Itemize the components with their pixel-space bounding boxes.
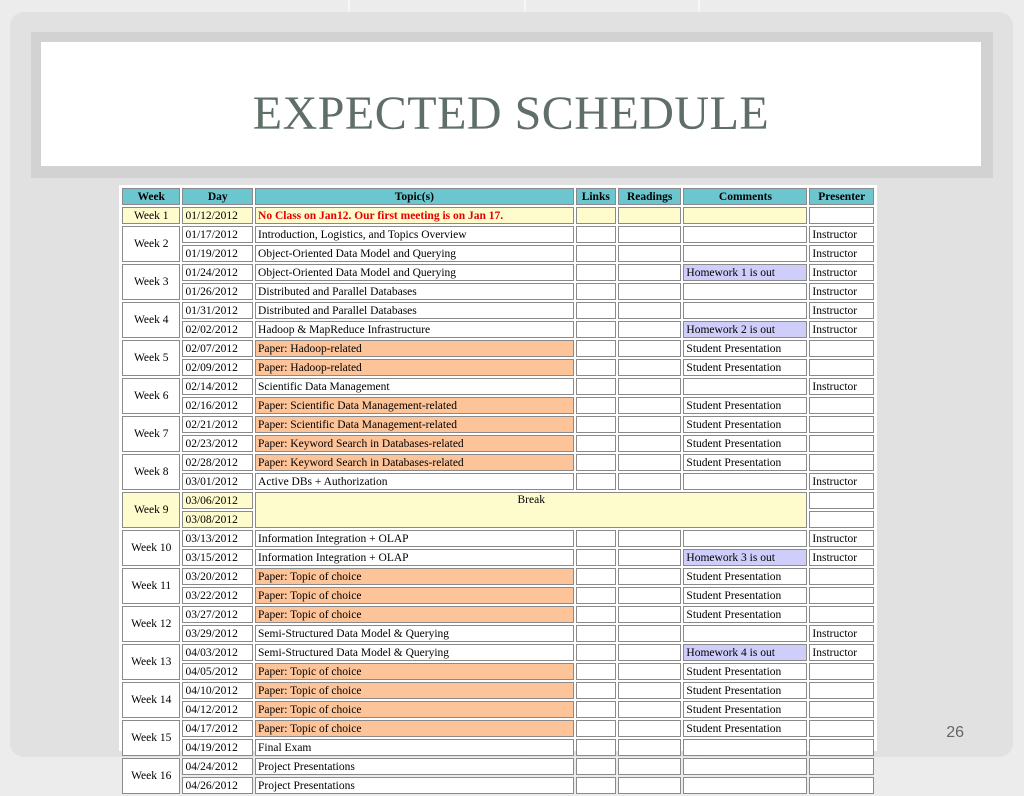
readings-cell	[618, 530, 682, 547]
readings-cell	[618, 606, 682, 623]
topic-cell: Paper: Keyword Search in Databases-related	[255, 435, 574, 452]
readings-cell	[618, 454, 682, 471]
day-cell: 01/12/2012	[182, 207, 253, 224]
presenter-cell	[809, 340, 874, 357]
week-cell: Week 4	[122, 302, 180, 338]
links-cell	[576, 473, 616, 490]
day-cell: 03/08/2012	[182, 511, 253, 528]
day-cell: 04/19/2012	[182, 739, 253, 756]
comments-cell	[683, 739, 807, 756]
topic-cell: No Class on Jan12. Our first meeting is on Jan 17.	[255, 207, 574, 224]
presenter-cell: Instructor	[809, 549, 874, 566]
comments-cell	[683, 530, 807, 547]
comments-cell: Homework 4 is out	[683, 644, 807, 661]
presenter-cell	[809, 758, 874, 775]
table-row	[122, 378, 874, 395]
day-cell: 04/10/2012	[182, 682, 253, 699]
week-cell: Week 10	[122, 530, 180, 566]
presenter-cell: Instructor	[809, 473, 874, 490]
topic-cell: Paper: Topic of choice	[255, 663, 574, 680]
header-topics: Topic(s)	[255, 188, 574, 205]
topic-cell: Active DBs + Authorization	[255, 473, 574, 490]
table-row	[122, 340, 874, 357]
topic-cell: Paper: Topic of choice	[255, 720, 574, 737]
readings-cell	[618, 283, 682, 300]
day-cell: 01/24/2012	[182, 264, 253, 281]
presenter-cell	[809, 682, 874, 699]
schedule-body	[122, 207, 874, 794]
presenter-cell: Instructor	[809, 226, 874, 243]
topic-cell: Semi-Structured Data Model & Querying	[255, 625, 574, 642]
links-cell	[576, 568, 616, 585]
links-cell	[576, 321, 616, 338]
week-cell: Week 5	[122, 340, 180, 376]
readings-cell	[618, 302, 682, 319]
topic-cell: Paper: Scientific Data Management-related	[255, 397, 574, 414]
presenter-cell: Instructor	[809, 378, 874, 395]
presenter-cell	[809, 416, 874, 433]
table-row	[122, 473, 874, 490]
comments-cell: Homework 2 is out	[683, 321, 807, 338]
links-cell	[576, 701, 616, 718]
week-cell: Week 3	[122, 264, 180, 300]
readings-cell	[618, 359, 682, 376]
links-cell	[576, 530, 616, 547]
table-row	[122, 302, 874, 319]
table-row	[122, 606, 874, 623]
readings-cell	[618, 397, 682, 414]
readings-cell	[618, 644, 682, 661]
slide-title: EXPECTED SCHEDULE	[252, 87, 770, 140]
day-cell: 04/17/2012	[182, 720, 253, 737]
presenter-cell	[809, 606, 874, 623]
day-cell: 02/23/2012	[182, 435, 253, 452]
links-cell	[576, 549, 616, 566]
topic-cell: Hadoop & MapReduce Infrastructure	[255, 321, 574, 338]
links-cell	[576, 454, 616, 471]
readings-cell	[618, 416, 682, 433]
table-row	[122, 644, 874, 661]
topic-cell: Distributed and Parallel Databases	[255, 302, 574, 319]
links-cell	[576, 587, 616, 604]
comments-cell: Student Presentation	[683, 587, 807, 604]
table-row	[122, 739, 874, 756]
topic-cell: Paper: Hadoop-related	[255, 340, 574, 357]
topic-cell: Paper: Keyword Search in Databases-related	[255, 454, 574, 471]
header-links: Links	[576, 188, 616, 205]
table-row	[122, 492, 874, 509]
week-cell: Week 12	[122, 606, 180, 642]
links-cell	[576, 283, 616, 300]
page-number: 26	[946, 724, 964, 741]
comments-cell: Student Presentation	[683, 720, 807, 737]
topic-cell: Paper: Topic of choice	[255, 587, 574, 604]
table-row	[122, 625, 874, 642]
comments-cell	[683, 473, 807, 490]
comments-cell: Student Presentation	[683, 663, 807, 680]
topic-cell: Paper: Topic of choice	[255, 682, 574, 699]
readings-cell	[618, 378, 682, 395]
links-cell	[576, 682, 616, 699]
presenter-cell	[809, 720, 874, 737]
presenter-cell	[809, 568, 874, 585]
table-row	[122, 283, 874, 300]
presenter-cell: Instructor	[809, 321, 874, 338]
links-cell	[576, 397, 616, 414]
presenter-cell: Instructor	[809, 264, 874, 281]
readings-cell	[618, 587, 682, 604]
day-cell: 04/12/2012	[182, 701, 253, 718]
week-cell: Week 2	[122, 226, 180, 262]
week-cell: Week 11	[122, 568, 180, 604]
presenter-cell	[809, 739, 874, 756]
table-row	[122, 264, 874, 281]
links-cell	[576, 739, 616, 756]
table-row	[122, 758, 874, 775]
links-cell	[576, 644, 616, 661]
title-frame	[31, 32, 993, 178]
topic-cell: Information Integration + OLAP	[255, 549, 574, 566]
links-cell	[576, 359, 616, 376]
links-cell	[576, 340, 616, 357]
day-cell: 02/14/2012	[182, 378, 253, 395]
presenter-cell	[809, 701, 874, 718]
presenter-cell: Instructor	[809, 245, 874, 262]
presenter-cell	[809, 207, 874, 224]
links-cell	[576, 777, 616, 794]
readings-cell	[618, 549, 682, 566]
readings-cell	[618, 777, 682, 794]
presenter-cell	[809, 663, 874, 680]
links-cell	[576, 606, 616, 623]
readings-cell	[618, 226, 682, 243]
readings-cell	[618, 663, 682, 680]
day-cell: 02/28/2012	[182, 454, 253, 471]
topic-cell: Paper: Topic of choice	[255, 568, 574, 585]
day-cell: 02/21/2012	[182, 416, 253, 433]
comments-cell	[683, 207, 807, 224]
readings-cell	[618, 264, 682, 281]
week-cell: Week 1	[122, 207, 180, 224]
comments-cell	[683, 302, 807, 319]
header-readings: Readings	[618, 188, 682, 205]
week-cell: Week 8	[122, 454, 180, 490]
comments-cell	[683, 378, 807, 395]
presenter-cell: Instructor	[809, 302, 874, 319]
comments-cell	[683, 777, 807, 794]
links-cell	[576, 720, 616, 737]
title-panel	[41, 42, 981, 166]
presenter-cell: Instructor	[809, 283, 874, 300]
links-cell	[576, 264, 616, 281]
schedule-table-container	[119, 185, 877, 792]
day-cell: 04/03/2012	[182, 644, 253, 661]
comments-cell	[683, 283, 807, 300]
table-row	[122, 321, 874, 338]
table-row	[122, 226, 874, 243]
day-cell: 03/01/2012	[182, 473, 253, 490]
readings-cell	[618, 758, 682, 775]
day-cell: 01/17/2012	[182, 226, 253, 243]
topic-cell: Paper: Topic of choice	[255, 606, 574, 623]
schedule-table	[120, 186, 876, 796]
topic-cell: Paper: Hadoop-related	[255, 359, 574, 376]
table-row	[122, 587, 874, 604]
links-cell	[576, 663, 616, 680]
topic-cell: Paper: Topic of choice	[255, 701, 574, 718]
topic-cell: Object-Oriented Data Model and Querying	[255, 264, 574, 281]
week-cell: Week 13	[122, 644, 180, 680]
presenter-cell	[809, 397, 874, 414]
day-cell: 03/22/2012	[182, 587, 253, 604]
presenter-cell	[809, 435, 874, 452]
topic-cell: Object-Oriented Data Model and Querying	[255, 245, 574, 262]
topic-cell: Introduction, Logistics, and Topics Overview	[255, 226, 574, 243]
comments-cell: Student Presentation	[683, 397, 807, 414]
table-row	[122, 435, 874, 452]
comments-cell	[683, 226, 807, 243]
comments-cell: Student Presentation	[683, 340, 807, 357]
presenter-cell	[809, 359, 874, 376]
break-cell: Break	[255, 492, 807, 528]
comments-cell: Student Presentation	[683, 454, 807, 471]
day-cell: 03/27/2012	[182, 606, 253, 623]
week-cell: Week 16	[122, 758, 180, 794]
links-cell	[576, 302, 616, 319]
topic-cell: Scientific Data Management	[255, 378, 574, 395]
table-row	[122, 720, 874, 737]
table-row	[122, 549, 874, 566]
presenter-cell	[809, 511, 874, 528]
comments-cell	[683, 625, 807, 642]
readings-cell	[618, 625, 682, 642]
links-cell	[576, 245, 616, 262]
table-row	[122, 701, 874, 718]
presenter-cell: Instructor	[809, 644, 874, 661]
header-comments: Comments	[683, 188, 807, 205]
day-cell: 02/16/2012	[182, 397, 253, 414]
day-cell: 04/26/2012	[182, 777, 253, 794]
day-cell: 01/31/2012	[182, 302, 253, 319]
presenter-cell	[809, 454, 874, 471]
day-cell: 02/07/2012	[182, 340, 253, 357]
day-cell: 03/29/2012	[182, 625, 253, 642]
week-cell: Week 15	[122, 720, 180, 756]
readings-cell	[618, 435, 682, 452]
readings-cell	[618, 739, 682, 756]
topic-cell: Project Presentations	[255, 758, 574, 775]
topic-cell: Project Presentations	[255, 777, 574, 794]
table-header-row	[122, 188, 874, 205]
day-cell: 01/19/2012	[182, 245, 253, 262]
table-row	[122, 663, 874, 680]
presenter-cell: Instructor	[809, 530, 874, 547]
table-row	[122, 454, 874, 471]
presenter-cell	[809, 777, 874, 794]
week-cell: Week 9	[122, 492, 180, 528]
table-row	[122, 397, 874, 414]
comments-cell: Homework 3 is out	[683, 549, 807, 566]
comments-cell: Student Presentation	[683, 701, 807, 718]
day-cell: 04/24/2012	[182, 758, 253, 775]
table-row	[122, 682, 874, 699]
day-cell: 02/02/2012	[182, 321, 253, 338]
day-cell: 03/13/2012	[182, 530, 253, 547]
table-row	[122, 416, 874, 433]
comments-cell: Student Presentation	[683, 606, 807, 623]
readings-cell	[618, 682, 682, 699]
day-cell: 02/09/2012	[182, 359, 253, 376]
presenter-cell	[809, 492, 874, 509]
comments-cell	[683, 245, 807, 262]
presenter-cell	[809, 587, 874, 604]
week-cell: Week 14	[122, 682, 180, 718]
topic-cell: Distributed and Parallel Databases	[255, 283, 574, 300]
day-cell: 04/05/2012	[182, 663, 253, 680]
table-row	[122, 245, 874, 262]
links-cell	[576, 226, 616, 243]
links-cell	[576, 207, 616, 224]
table-row	[122, 359, 874, 376]
readings-cell	[618, 245, 682, 262]
day-cell: 01/26/2012	[182, 283, 253, 300]
readings-cell	[618, 720, 682, 737]
comments-cell: Student Presentation	[683, 435, 807, 452]
links-cell	[576, 625, 616, 642]
comments-cell	[683, 758, 807, 775]
day-cell: 03/20/2012	[182, 568, 253, 585]
header-week: Week	[122, 188, 180, 205]
comments-cell: Homework 1 is out	[683, 264, 807, 281]
presenter-cell: Instructor	[809, 625, 874, 642]
table-row	[122, 777, 874, 794]
readings-cell	[618, 473, 682, 490]
table-row	[122, 207, 874, 224]
readings-cell	[618, 207, 682, 224]
day-cell: 03/06/2012	[182, 492, 253, 509]
readings-cell	[618, 568, 682, 585]
week-cell: Week 6	[122, 378, 180, 414]
topic-cell: Paper: Scientific Data Management-related	[255, 416, 574, 433]
header-presenter: Presenter	[809, 188, 874, 205]
links-cell	[576, 758, 616, 775]
links-cell	[576, 435, 616, 452]
comments-cell: Student Presentation	[683, 416, 807, 433]
topic-cell: Semi-Structured Data Model & Querying	[255, 644, 574, 661]
week-cell: Week 7	[122, 416, 180, 452]
comments-cell: Student Presentation	[683, 568, 807, 585]
topic-cell: Final Exam	[255, 739, 574, 756]
readings-cell	[618, 340, 682, 357]
readings-cell	[618, 321, 682, 338]
comments-cell: Student Presentation	[683, 359, 807, 376]
links-cell	[576, 416, 616, 433]
comments-cell: Student Presentation	[683, 682, 807, 699]
table-row	[122, 530, 874, 547]
readings-cell	[618, 701, 682, 718]
topic-cell: Information Integration + OLAP	[255, 530, 574, 547]
header-day: Day	[182, 188, 253, 205]
table-row	[122, 568, 874, 585]
links-cell	[576, 378, 616, 395]
day-cell: 03/15/2012	[182, 549, 253, 566]
